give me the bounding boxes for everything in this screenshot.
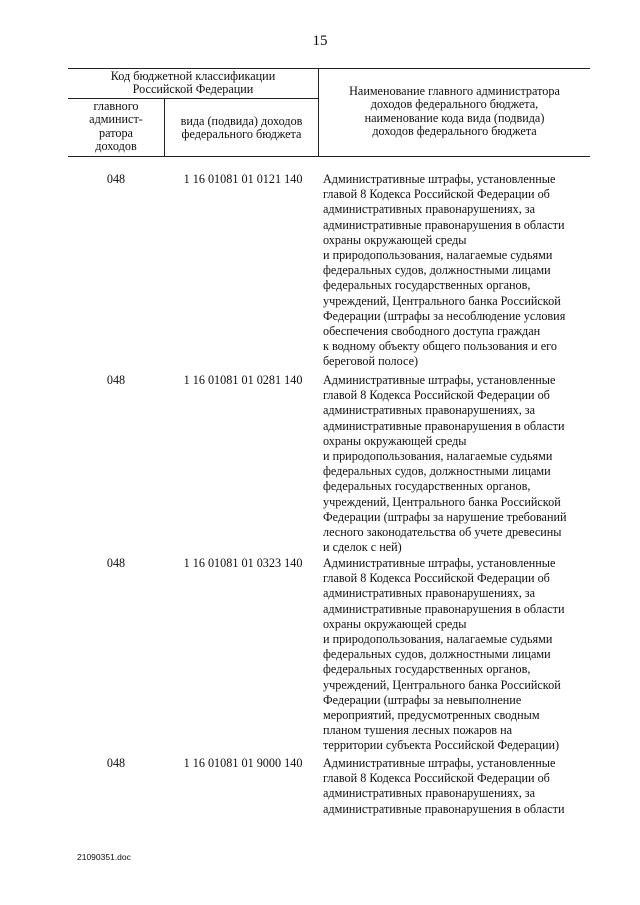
row-name-line: административных правонарушениях, за [323,202,536,217]
header-col-name [319,85,590,139]
row-name-line: охраны окружающей среды [323,433,467,448]
row-name-line: мероприятий, предусмотренных сводным [323,708,540,723]
row-name-line: административные правонарушения в области [323,217,565,232]
row-name-line: административные правонарушения в области [323,601,565,616]
row-name [323,172,590,370]
header-bottom-rule [68,156,590,157]
row-name [323,373,590,555]
row-name-line: административные правонарушения в области [323,801,565,816]
row-kbk-code: 1 16 01081 01 9000 140 [183,756,303,770]
row-name-line: главой 8 Кодекса Российской Федерации об [323,571,550,586]
header-col-name-line: наименование кода вида (подвида) [364,110,545,125]
header-col-code-line: федерального бюджета [181,127,302,142]
header-col-code [165,115,318,142]
row-name-line: береговой полосе) [323,354,419,369]
row-name [323,556,590,754]
row-name-line: охраны окружающей среды [323,232,467,247]
row-name [323,756,590,817]
header-col-name-line: доходов федерального бюджета, [370,97,539,112]
header-col-admin-line: ратора [99,125,133,140]
row-name-line: Федерации (штрафы за нарушение требований [323,509,567,524]
row-name-line: и природопользования, налагаемые судьями [323,248,553,263]
row-name-line: учреждений, Центрального банка Российской [323,494,561,509]
row-name-line: к водному объекту общего пользования и его [323,339,557,354]
row-name-line: административных правонарушениях, за [323,786,536,801]
row-name-line: главой 8 Кодекса Российской Федерации об [323,187,550,202]
row-name-line: федеральных государственных органов, [323,479,531,494]
row-name-line: Административные штрафы, установленные [323,172,556,186]
row-name-line: обеспечения свободного доступа граждан [323,324,541,339]
row-kbk-code: 1 16 01081 01 0281 140 [183,373,303,387]
row-kbk-code: 1 16 01081 01 0323 140 [183,556,303,570]
row-name-line: главой 8 Кодекса Российской Федерации об [323,388,550,403]
header-col-admin [68,100,164,154]
row-name-line: федеральных судов, должностными лицами [323,647,551,662]
row-name-line: федеральных судов, должностными лицами [323,464,551,479]
row-admin-code: 048 [106,556,126,570]
row-name-line: и природопользования, налагаемые судьями [323,632,553,647]
row-name-line: территории субъекта Российской Федерации) [323,738,560,753]
header-col-code-line: вида (подвида) доходов [180,114,303,128]
row-name-line: лесного законодательства об учете древесины [323,525,562,540]
row-admin-code: 048 [106,373,126,387]
header-col-name-line: Наименование главного администратора [349,84,560,98]
row-name-line: федеральных государственных органов, [323,278,531,293]
row-name-line: Административные штрафы, установленные [323,373,556,387]
header-col-admin-line: главного [93,99,139,113]
row-name-line: учреждений, Центрального банка Российской [323,677,561,692]
row-name-line: Административные штрафы, установленные [323,556,556,570]
footer-filename: 21090351.doc [77,852,131,862]
row-name-line: планом тушения лесных пожаров на [323,723,513,738]
row-name-line: федеральных государственных органов, [323,662,531,677]
row-name-line: Федерации (штрафы за несоблюдение условия [323,308,566,323]
row-admin-code: 048 [106,756,126,770]
table-header [68,66,590,156]
row-name-line: административных правонарушениях, за [323,586,536,601]
row-name-line: главой 8 Кодекса Российской Федерации об [323,771,550,786]
row-name-line: охраны окружающей среды [323,616,467,631]
row-admin-code: 048 [106,172,126,186]
row-name-line: Федерации (штрафы за невыполнение [323,692,522,707]
header-col-admin-line: доходов [95,139,137,154]
row-kbk-code: 1 16 01081 01 0121 140 [183,172,303,186]
header-kbk-line: Российской Федерации [132,82,254,97]
row-name-line: учреждений, Центрального банка Российской [323,293,561,308]
header-col-admin-line: админист- [89,112,143,127]
row-name-line: административные правонарушения в области [323,418,565,433]
row-name-line: административных правонарушениях, за [323,403,536,418]
header-kbk-group [68,70,318,97]
header-col-name-line: доходов федерального бюджета [372,124,537,139]
row-name-line: и природопользования, налагаемые судьями [323,449,553,464]
header-kbk-line: Код бюджетной классификации [110,69,276,83]
row-name-line: и сделок с ней) [323,540,402,555]
row-name-line: Административные штрафы, установленные [323,756,556,770]
row-name-line: федеральных судов, должностными лицами [323,263,551,278]
page-number: 15 [312,33,328,49]
